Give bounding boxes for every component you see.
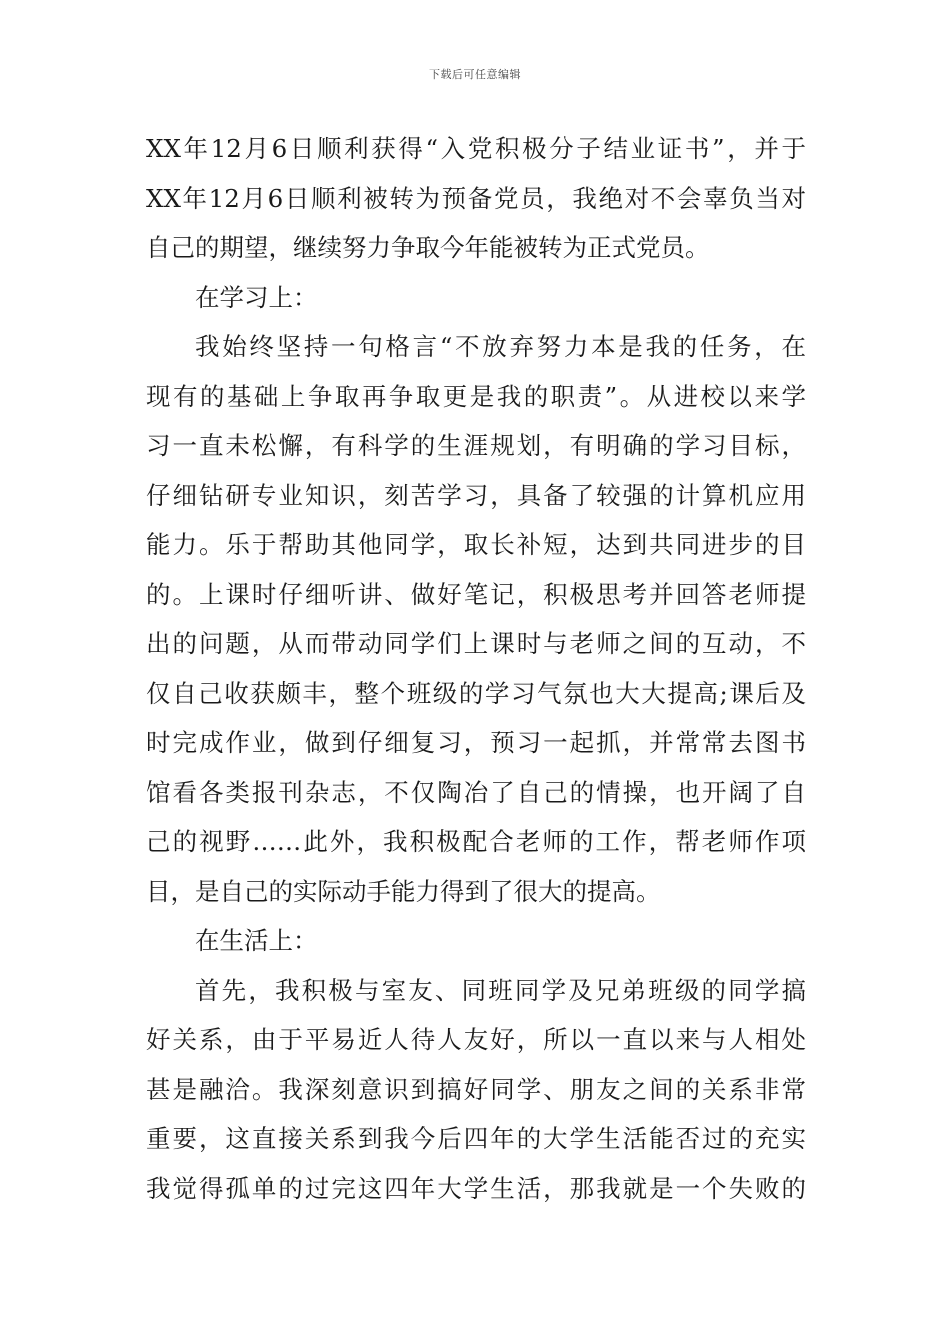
- text-line-20: 甚是融洽。我深刻意识到搞好同学、朋友之间的关系非常: [146, 1074, 806, 1104]
- text-line-19: 好关系，由于平易近人待人友好，所以一直以来与人相处: [146, 1025, 806, 1054]
- text-line-2: XX年12月6日顺利被转为预备党员，我绝对不会辜负当对: [146, 183, 806, 213]
- text-line-1: XX年12月6日顺利获得“入党积极分子结业证书”，并于: [146, 134, 806, 163]
- text-line-8: 仔细钻研专业知识，刻苦学习，具备了较强的计算机应用: [146, 480, 806, 510]
- text-line-13: 时完成作业，做到仔细复习，预习一起抓，并常常去图书: [146, 728, 806, 757]
- section-heading-study: 在学习上：: [195, 282, 318, 312]
- text-line-14: 馆看各类报刊杂志，不仅陶冶了自己的情操，也开阔了自: [146, 777, 806, 807]
- text-line-16: 目，是自己的实际动手能力得到了很大的提高。: [146, 876, 661, 906]
- text-line-9: 能力。乐于帮助其他同学，取长补短，达到共同进步的目: [146, 530, 806, 559]
- text-line-15: 己的视野……此外，我积极配合老师的工作，帮老师作项: [146, 827, 806, 856]
- text-line-7: 习一直未松懈，有科学的生涯规划，有明确的学习目标，: [146, 431, 806, 460]
- text-line-6: 现有的基础上争取再争取更是我的职责”。从进校以来学: [146, 381, 806, 411]
- text-line-22: 我觉得孤单的过完这四年大学生活，那我就是一个失败的: [146, 1173, 806, 1203]
- body-text: [146, 124, 806, 1213]
- text-line-12: 仅自己收获颇丰，整个班级的学习气氛也大大提高;课后及: [146, 678, 806, 708]
- text-line-5: 我始终坚持一句格言“不放弃努力本是我的任务，在: [195, 332, 806, 361]
- text-line-21: 重要，这直接关系到我今后四年的大学生活能否过的充实: [146, 1124, 806, 1153]
- text-line-18: 首先，我积极与室友、同班同学及兄弟班级的同学搞: [195, 975, 806, 1005]
- section-heading-life: 在生活上：: [195, 926, 318, 955]
- text-line-11: 出的问题，从而带动同学们上课时与老师之间的互动，不: [146, 629, 806, 658]
- text-line-3: 自己的期望，继续努力争取今年能被转为正式党员。: [146, 233, 710, 262]
- text-line-10: 的。上课时仔细听讲、做好笔记，积极思考并回答老师提: [146, 579, 806, 609]
- header-note: 下载后可任意编辑: [429, 68, 521, 81]
